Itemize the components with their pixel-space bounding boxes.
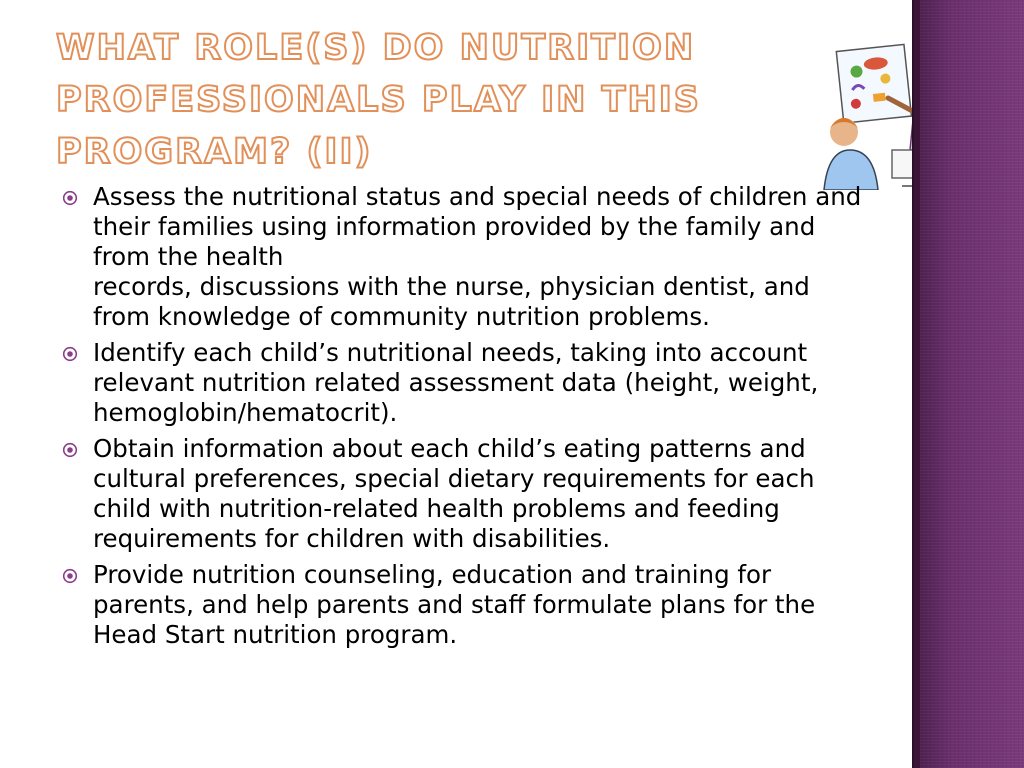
bullet-list: [62, 182, 862, 656]
circled-dot-bullet-icon: [62, 190, 78, 206]
circled-dot-bullet-icon: [62, 346, 78, 362]
sidebar-texture: [914, 0, 1024, 768]
list-item: [62, 182, 862, 332]
list-item: [62, 338, 862, 428]
circled-dot-bullet-icon: [62, 568, 78, 584]
bullet-text: Provide nutrition counseling, education and training for parents, and help parents and staff formulate plans for the Head Start nutrition program.: [93, 560, 816, 649]
sidebar-edge: [914, 0, 920, 768]
circled-dot-bullet-icon: [62, 442, 78, 458]
decorative-sidebar: [912, 0, 1024, 768]
bullet-text: Identify each child’s nutritional needs, taking into account relevant nutrition related assessment data (height, weight, hemoglobin/hematocrit).: [93, 338, 819, 427]
list-item: [62, 434, 862, 554]
bullet-text: Assess the nutritional status and special needs of children and their families using information provided by the family and from the health records, discussions with the nurse, physician dentist, and from knowledge of community nutrition problems.: [93, 182, 862, 331]
list-item: [62, 560, 862, 650]
bullet-text: Obtain information about each child’s eating patterns and cultural preferences, special dietary requirements for each child with nutrition-related health problems and feeding requirements for children with disabilities.: [93, 434, 815, 553]
slide-title: WHAT ROLE(S) DO NUTRITION PROFESSIONALS PLAY IN THIS PROGRAM? (II): [56, 28, 701, 172]
